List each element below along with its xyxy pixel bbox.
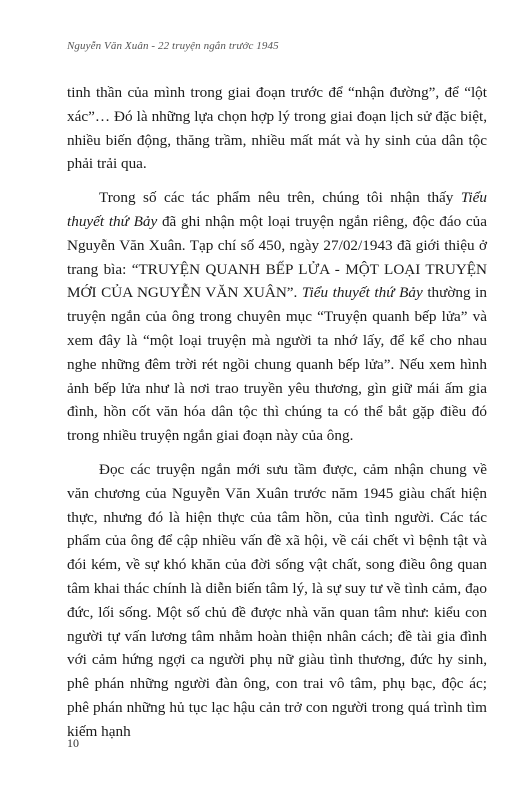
magazine-title-italic: Tiểu thuyết thứ Bảy: [67, 189, 487, 230]
paragraph-short-story-type: [67, 186, 487, 448]
paragraph-continuation: tinh thần của mình trong giai đoạn trước để “nhận đường”, để “lột xác”… Đó là những lựa chọn hợp lý trong giai đoạn lịch sử đặc biệt, nhiều biến động, thăng trầm, nhiều mất mát và hy sinh của dân tộc phải trải qua.: [67, 84, 487, 173]
page-number: 10: [67, 736, 79, 750]
paragraph-text-segment: đã ghi nhận một loại truyện ngắn riêng, độc đáo của Nguyễn Văn Xuân. Tạp chí số 450, ngày 27/02/1943 đã giới thiệu ở trang bìa: “TRUYỆN QUANH BẾP LỬA - MỘT LOẠI TRUYỆN MỚI CỦA NGUYỄN VĂN XUÂN”.: [67, 212, 487, 302]
paragraph-text-segment: Trong số các tác phẩm nêu trên, chúng tôi nhận thấy: [99, 189, 461, 207]
body-text: [67, 81, 487, 754]
paragraph-realism: Đọc các truyện ngắn mới sưu tầm được, cảm nhận chung về văn chương của Nguyễn Văn Xuân trước năm 1945 giàu chất hiện thực, nhưng đó là hiện thực của tâm hồn, của tình người. Các tác phẩm của ông để cập nhiều vấn đề xã hội, về cái chết vì bệnh tật và đói kém, về sự khó khăn của đời sống vật chất, song điều ông quan tâm khai thác chính là diễn biến tâm lý, là sự suy tư về tình cảm, đạo đức, lối sống. Một số chủ đề được nhà văn quan tâm như: kiểu con người tự vấn lương tâm nhằm hoàn thiện nhân cách; đề tài gia đình với cảm hứng ngợi ca người phụ nữ giàu tình thương, đức hy sinh, phê phán những người đàn ông, con trai vô tâm, phụ bạc, độc ác; phê phán những hủ tục lạc hậu cản trở con người trong quá trình tìm kiếm hạnh: [67, 460, 487, 740]
paragraph-text-segment: thường in truyện ngắn của ông trong chuyên mục “Truyện quanh bếp lửa” và xem đây là “một loại truyện mà người ta nhớ lấy, để kể cho nhau nghe những đêm trời rét ngồi chung quanh bếp lửa”. Nếu xem hình ảnh bếp lửa như là nơi trao truyền yêu thương, gìn giữ mái ấm gia đình, hồn cốt văn hóa dân tộc thì chúng ta có thể bắt gặp điều đó trong nhiều truyện ngắn giai đoạn này của ông.: [67, 284, 487, 445]
magazine-title-italic: Tiểu thuyết thứ Bảy: [301, 284, 423, 302]
running-header: Nguyễn Văn Xuân - 22 truyện ngắn trước 1945: [67, 40, 279, 52]
